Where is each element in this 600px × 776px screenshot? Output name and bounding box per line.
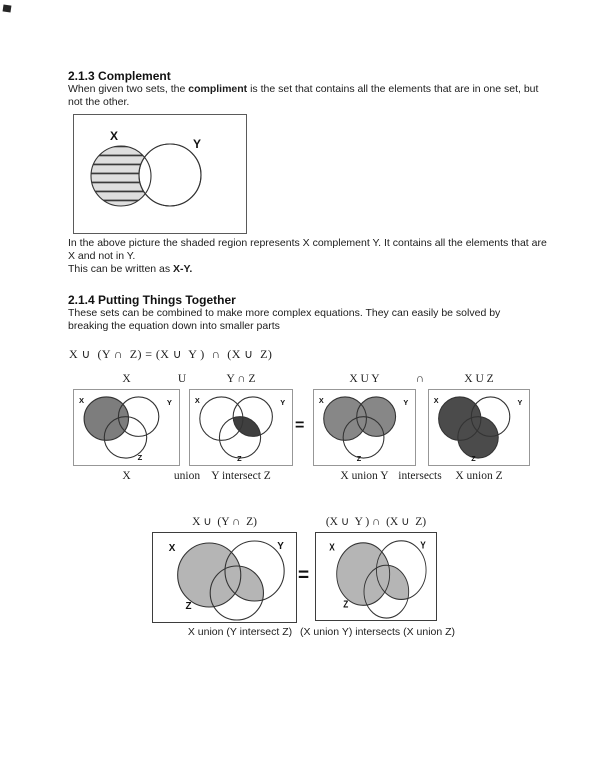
row2-caption-left: X union (Y intersect Z) — [187, 626, 293, 638]
label-set-y: Y — [166, 397, 172, 407]
row1-header-union: U — [177, 373, 187, 385]
section-heading-complement: 2.1.3 Complement — [68, 69, 171, 83]
venn-box-y-intersect-z — [189, 389, 293, 466]
label-set-z: Z — [343, 598, 349, 610]
label-set-y: Y — [420, 540, 426, 551]
label-set-x: X — [110, 129, 119, 143]
notation-pre: This can be written as — [68, 263, 174, 275]
label-set-z: Z — [471, 453, 476, 464]
row1-caption-intersects: intersects — [398, 470, 442, 482]
label-set-x: X — [168, 542, 176, 555]
label-set-x: X — [329, 541, 335, 553]
label-set-y: Y — [403, 397, 409, 407]
row2-header-right: (X ∪ Y ) ∩ (X ∪ Z) — [325, 516, 427, 528]
complement-venn-svg — [74, 115, 246, 233]
label-set-z: Z — [237, 454, 242, 464]
equals-sign-row2: = — [298, 565, 310, 586]
venn-box-x-union-y-intersects-x-union-z — [315, 532, 437, 621]
venn-box-x-union-z — [428, 389, 530, 466]
distributive-equation: X ∪ (Y ∩ Z) = (X ∪ Y ) ∩ (X ∪ Z) — [69, 347, 273, 361]
row1-caption-union: union — [173, 470, 201, 482]
label-set-x: X — [433, 395, 439, 405]
venn-x-shaded-svg — [74, 390, 179, 465]
venn-box-x-union-y — [313, 389, 416, 466]
row2-caption-right: (X union Y) intersects (X union Z) — [300, 626, 456, 638]
row1-caption-x-union-y: X union Y — [340, 470, 389, 482]
complement-venn-figure — [73, 114, 247, 234]
label-set-y: Y — [280, 397, 286, 407]
row2-header-left: X ∪ (Y ∩ Z) — [192, 516, 257, 528]
equals-sign-row1: = — [295, 417, 305, 434]
scan-artifact-mark — [3, 4, 12, 12]
complement-paragraph-post: is the set that contains all the elements that are in one set, but not the other. — [68, 83, 539, 108]
complement-notation-line — [68, 263, 548, 276]
row1-header-y-intersect-z: Y ∩ Z — [226, 373, 256, 385]
row1-header-x-union-y: X U Y — [349, 373, 380, 385]
label-set-x: X — [194, 395, 200, 405]
label-set-y: Y — [517, 397, 523, 407]
row1-caption-x: X — [122, 470, 131, 482]
label-set-z: Z — [185, 600, 192, 613]
row1-header-x: X — [122, 373, 131, 385]
row1-header-intersect-symbol: ∩ — [415, 373, 425, 385]
label-set-z: Z — [356, 453, 362, 464]
row1-caption-y-intersect-z: Y intersect Z — [211, 470, 271, 482]
complement-explanation: In the above picture the shaded region represents X complement Y. It contains all the elements that are X and not in Y. — [68, 237, 547, 262]
putting-together-paragraph: These sets can be combined to make more complex equations. They can easily be solved by breaking the equation down into smaller parts — [68, 307, 501, 332]
row1-header-x-union-z: X U Z — [464, 373, 494, 385]
row1-caption-x-union-z: X union Z — [455, 470, 503, 482]
complement-paragraph-bold: compliment — [188, 83, 248, 95]
label-set-y: Y — [277, 540, 284, 553]
complement-paragraph — [68, 83, 546, 109]
label-set-x: X — [318, 395, 324, 405]
venn-y-intersect-z-svg — [190, 390, 292, 465]
notation-bold: X-Y. — [173, 263, 193, 275]
label-set-z: Z — [137, 453, 143, 463]
venn-x-union-z-svg — [429, 390, 529, 465]
complement-paragraph-pre: When given two sets, the — [68, 83, 189, 95]
venn-x-union-y-svg — [314, 390, 415, 465]
venn-box-x-union-y-intersect-z — [152, 532, 297, 623]
label-set-x: X — [79, 395, 85, 405]
venn-right-result-svg — [316, 533, 436, 620]
section-heading-putting-together: 2.1.4 Putting Things Together — [68, 293, 236, 307]
venn-box-x-shaded — [73, 389, 180, 466]
venn-left-result-svg — [153, 533, 296, 622]
label-set-y: Y — [193, 137, 202, 151]
